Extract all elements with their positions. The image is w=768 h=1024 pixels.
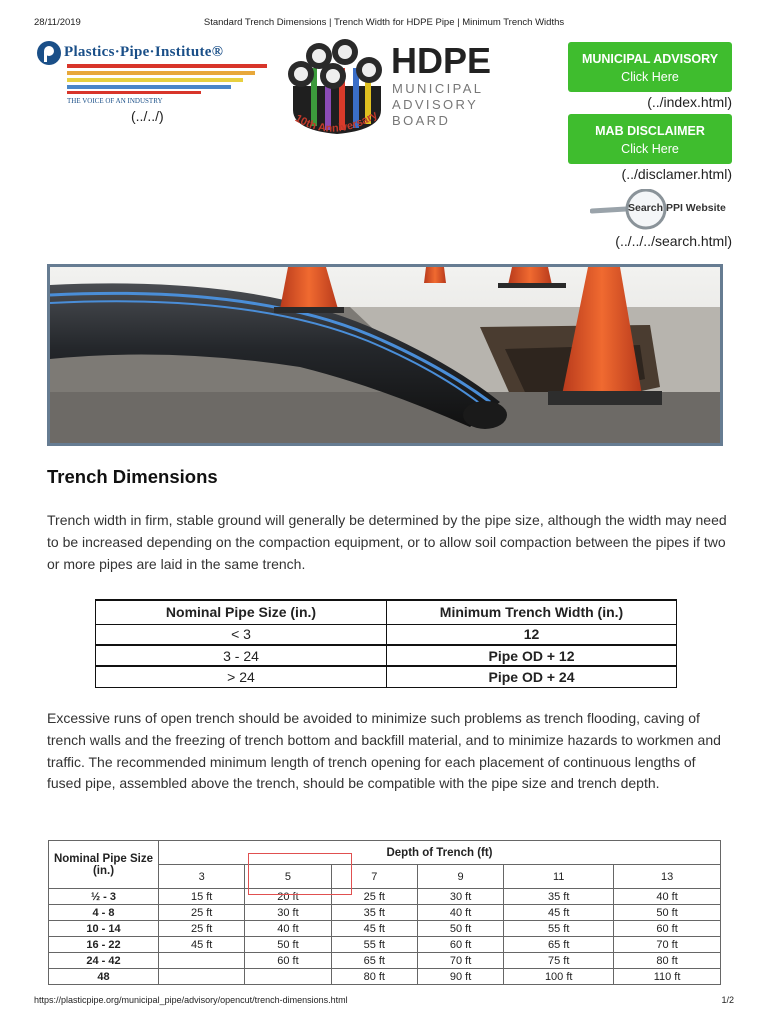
button-sublabel: Click Here: [621, 142, 679, 156]
table-cell: 45 ft: [504, 905, 614, 921]
ppi-logo-stripe: [67, 78, 243, 82]
search-ppi-website-logo[interactable]: [590, 189, 735, 231]
table-cell: 60 ft: [417, 937, 503, 953]
ppi-logo-name: Plastics·Pipe·Institute®: [64, 44, 224, 60]
table-cell: 45 ft: [331, 921, 417, 937]
print-page-title: Standard Trench Dimensions | Trench Width for HDPE Pipe | Minimum Trench Widths: [203, 17, 565, 28]
table-cell: 55 ft: [504, 921, 614, 937]
hdpe-sub-line: BOARD: [392, 113, 451, 128]
table-row: [96, 645, 677, 666]
ppi-logo-stripe: [67, 91, 201, 94]
table-cell: 48: [49, 969, 159, 985]
highlight-box: [248, 853, 352, 895]
hdpe-sub-line: ADVISORY: [392, 97, 479, 112]
table-row: [49, 937, 721, 953]
print-url: https://plasticpipe.org/municipal_pipe/advisory/opencut/trench-dimensions.html: [34, 995, 348, 1005]
table-cell: 35 ft: [504, 889, 614, 905]
button-label: MUNICIPAL ADVISORY: [581, 52, 719, 66]
table-header-cell: 9: [417, 865, 503, 889]
ppi-logo-stripe: [67, 85, 231, 89]
table-cell: 10 - 14: [49, 921, 159, 937]
table-cell: 30 ft: [245, 905, 331, 921]
table-cell: > 24: [96, 666, 387, 687]
table-header-row: [49, 841, 721, 865]
ppi-logo[interactable]: [37, 40, 267, 108]
index-link[interactable]: (../index.html): [647, 94, 732, 110]
table-cell: [159, 969, 245, 985]
table-cell: 50 ft: [614, 905, 721, 921]
page-heading: Trench Dimensions: [47, 466, 218, 487]
ppi-logo-tagline: THE VOICE OF AN INDUSTRY: [67, 97, 163, 105]
table-row: [96, 666, 677, 687]
ppi-logo-stripe: [67, 71, 255, 75]
hdpe-mab-logo: [285, 38, 495, 146]
table-row: [49, 905, 721, 921]
table-cell: Pipe OD + 24: [387, 666, 677, 687]
table-cell: 70 ft: [417, 953, 503, 969]
table-cell: 110 ft: [614, 969, 721, 985]
trench-width-table: [95, 599, 677, 688]
table-header-cell: Nominal Pipe Size (in.): [96, 600, 387, 624]
table-cell: 70 ft: [614, 937, 721, 953]
button-sublabel: Click Here: [621, 70, 679, 84]
table-cell: ½ - 3: [49, 889, 159, 905]
home-link[interactable]: (../../): [131, 108, 164, 124]
table-row: [49, 889, 721, 905]
svg-text:10th Anniversary: 10th Anniversary: [292, 109, 380, 135]
hdpe-title: HDPE: [391, 40, 492, 81]
table-cell: 40 ft: [245, 921, 331, 937]
table-row: [49, 953, 721, 969]
table-cell: 60 ft: [245, 953, 331, 969]
table-cell: 20 ft: [245, 889, 331, 905]
table-cell: 100 ft: [504, 969, 614, 985]
trench-length-table: [48, 840, 721, 985]
table-header-cell: 7: [331, 865, 417, 889]
table-header-cell: Nominal Pipe Size (in.): [49, 841, 159, 889]
table-cell: 80 ft: [614, 953, 721, 969]
table-cell: 45 ft: [159, 937, 245, 953]
table-cell: 60 ft: [614, 921, 721, 937]
table-cell: 90 ft: [417, 969, 503, 985]
table-cell: 65 ft: [504, 937, 614, 953]
table-cell: 40 ft: [614, 889, 721, 905]
table-cell: 25 ft: [159, 905, 245, 921]
search-logo-text: Search PPI Website: [628, 202, 726, 214]
table-header-cell: 5: [245, 865, 331, 889]
table-cell: 25 ft: [331, 889, 417, 905]
table-cell: Pipe OD + 12: [387, 645, 677, 666]
table-cell: 24 - 42: [49, 953, 159, 969]
table-cell: 30 ft: [417, 889, 503, 905]
table-cell: 3 - 24: [96, 645, 387, 666]
municipal-advisory-button[interactable]: [568, 42, 732, 92]
mab-disclaimer-button[interactable]: [568, 114, 732, 164]
table-row: [49, 969, 721, 985]
table-header-cell: 11: [504, 865, 614, 889]
table-cell: 40 ft: [417, 905, 503, 921]
table-cell: 80 ft: [331, 969, 417, 985]
intro-paragraph: Trench width in firm, stable ground will generally be determined by the pipe size, although the width may need to be increased depending on the compaction equipment, or to allow soil compaction between the pipes if two or more pipes are laid in the same trench.: [47, 512, 727, 572]
table-cell: 75 ft: [504, 953, 614, 969]
table-cell: 16 - 22: [49, 937, 159, 953]
hdpe-sub-line: MUNICIPAL: [392, 81, 484, 96]
table-cell: 65 ft: [331, 953, 417, 969]
table-header-cell: 3: [159, 865, 245, 889]
table-row: [49, 921, 721, 937]
table-cell: 50 ft: [245, 937, 331, 953]
table-cell: 15 ft: [159, 889, 245, 905]
table-header-cell: 13: [614, 865, 721, 889]
table-cell: 55 ft: [331, 937, 417, 953]
print-date: 28/11/2019: [34, 17, 81, 28]
table-cell: [245, 969, 331, 985]
hdpe-pipes-icon: [285, 38, 390, 143]
hero-photo: [50, 267, 723, 446]
print-page-number: 1/2: [721, 995, 734, 1005]
ppi-logo-stripe: [67, 64, 267, 68]
table-cell: 12: [387, 624, 677, 645]
table-cell: 25 ft: [159, 921, 245, 937]
table-row: [96, 624, 677, 645]
table-header-cell: Depth of Trench (ft): [159, 841, 721, 865]
button-label: MAB DISCLAIMER: [595, 124, 705, 138]
table-header-row: [96, 600, 677, 624]
search-link[interactable]: (../../../search.html): [615, 233, 732, 249]
table-cell: < 3: [96, 624, 387, 645]
hero-image-pipe-trench: [47, 264, 723, 446]
disclaimer-link[interactable]: (../disclamer.html): [621, 166, 732, 182]
table-header-cell: Minimum Trench Width (in.): [387, 600, 677, 624]
trench-length-paragraph: Excessive runs of open trench should be avoided to minimize such problems as trench flooding, caving of trench walls and the freezing of trench bottom and backfill material, and to minimize hazards to workmen and traffic. The recommended minimum length of trench opening for each placement of continuous lengths of fused pipe, assembled above the trench, should be compatible with the pipe size and trench depth.: [47, 710, 721, 792]
ppi-logo-mark-icon: [37, 41, 61, 65]
table-cell: 4 - 8: [49, 905, 159, 921]
table-cell: [159, 953, 245, 969]
table-cell: 35 ft: [331, 905, 417, 921]
table-cell: 50 ft: [417, 921, 503, 937]
